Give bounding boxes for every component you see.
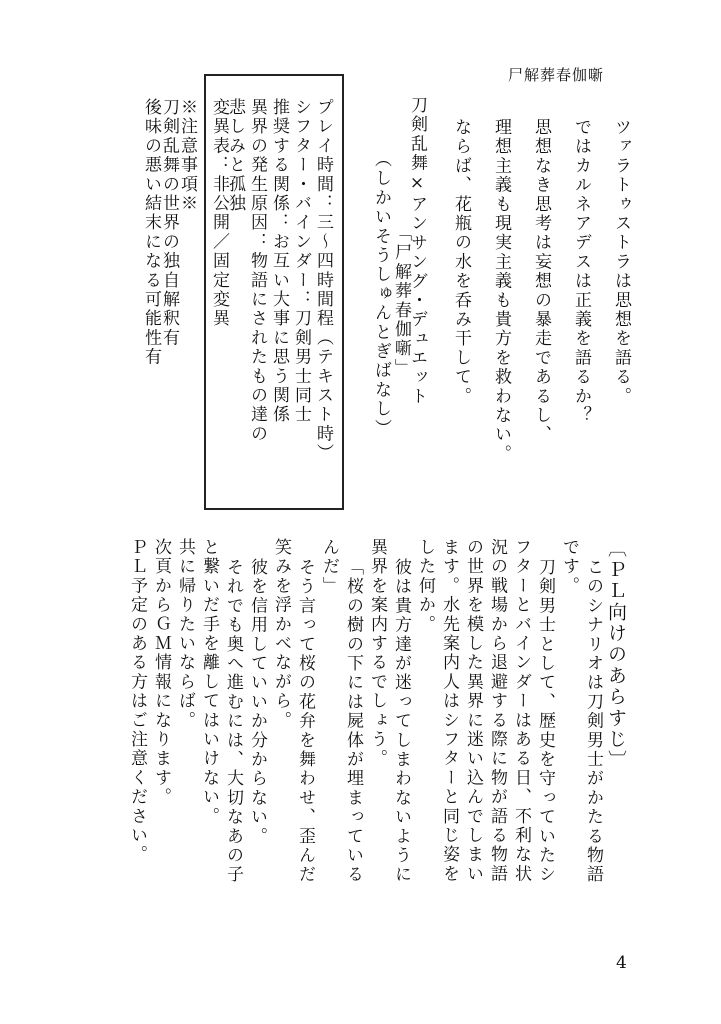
synopsis-line: 笑みを浮かべながら。 bbox=[271, 538, 291, 730]
synopsis-line: 刀剣男士として、歴史を守っていたシ bbox=[535, 558, 555, 885]
synopsis-line: した何か。 bbox=[415, 538, 435, 634]
notes-line: ※注意事項※ bbox=[177, 98, 197, 214]
synopsis-line: と繋いだ手を離してはいけない。 bbox=[199, 538, 219, 826]
title-reading: （しかいそうしゅんとぎばなし） bbox=[371, 150, 391, 438]
synopsis-line: 況の戦場から退避する際に物が語る物語 bbox=[487, 538, 507, 884]
page-number: 4 bbox=[616, 953, 627, 973]
synopsis-line: 彼を信用していいか分からない。 bbox=[247, 558, 267, 846]
header-title: 尸解葬春伽噺 bbox=[508, 66, 605, 84]
synopsis-line: 次頁からＧＭ情報になります。 bbox=[151, 538, 171, 807]
info-line: シフター・バインダー：刀剣男士同士 bbox=[291, 98, 311, 425]
info-line: 異界の発生原因：物語にされたもの達の bbox=[247, 98, 267, 444]
intro-line: ならば、花瓶の水を呑み干して。 bbox=[451, 118, 471, 406]
synopsis-line: そう言って桜の花弁を舞わせ、歪んだ bbox=[295, 558, 315, 885]
title-main: 「尸解葬春伽噺」 bbox=[391, 224, 411, 378]
synopsis-line: それでも奥へ進むには、大切なあの子 bbox=[223, 558, 243, 885]
synopsis-line: ＰＬ予定のある方はご注意ください。 bbox=[127, 538, 147, 865]
notes-line: 後味の悪い結末になる可能性有 bbox=[141, 98, 161, 367]
intro-line: 思想なき思考は妄想の暴走であるし、 bbox=[531, 118, 551, 445]
synopsis-line: フターとバインダーはある日、不利な状 bbox=[511, 538, 531, 884]
intro-line: ではカルネアデスは正義を語るか？ bbox=[571, 118, 591, 426]
info-line: 推奨する関係：お互い大事に思う関係 bbox=[269, 98, 289, 425]
info-line: 悲しみと孤独 bbox=[225, 98, 245, 214]
title-line: 刀剣乱舞×アンサング・デュエット bbox=[407, 96, 427, 407]
synopsis-line: 「桜の樹の下には屍体が埋まっている bbox=[343, 558, 363, 885]
info-line: 変異表：非公開／固定変異 bbox=[209, 98, 229, 329]
synopsis-line: です。 bbox=[559, 538, 579, 596]
synopsis-line: 彼は貴方達が迷ってしまわないように bbox=[391, 558, 411, 885]
intro-line: ツァラトゥストラは思想を語る。 bbox=[611, 118, 631, 406]
info-line: プレイ時間：三〜四時間程（テキスト時） bbox=[313, 98, 333, 463]
synopsis-line: 異界を案内するでしょう。 bbox=[367, 538, 387, 769]
intro-line: 理想主義も現実主義も貴方を救わない。 bbox=[491, 118, 511, 464]
notes-line: 刀剣乱舞の世界の独自解釈有 bbox=[159, 98, 179, 348]
synopsis-line: このシナリオは刀剣男士がかたる物語 bbox=[583, 558, 603, 885]
synopsis-heading: 〔ＰＬ向けのあらすじ〕 bbox=[605, 538, 627, 772]
synopsis-line: 共に帰りたいならば。 bbox=[175, 538, 195, 730]
synopsis-line: んだ」 bbox=[319, 538, 339, 596]
synopsis-line: の世界を模した異界に迷い込んでしまい bbox=[463, 538, 483, 884]
synopsis-line: ます。水先案内人はシフターと同じ姿を bbox=[439, 538, 459, 884]
